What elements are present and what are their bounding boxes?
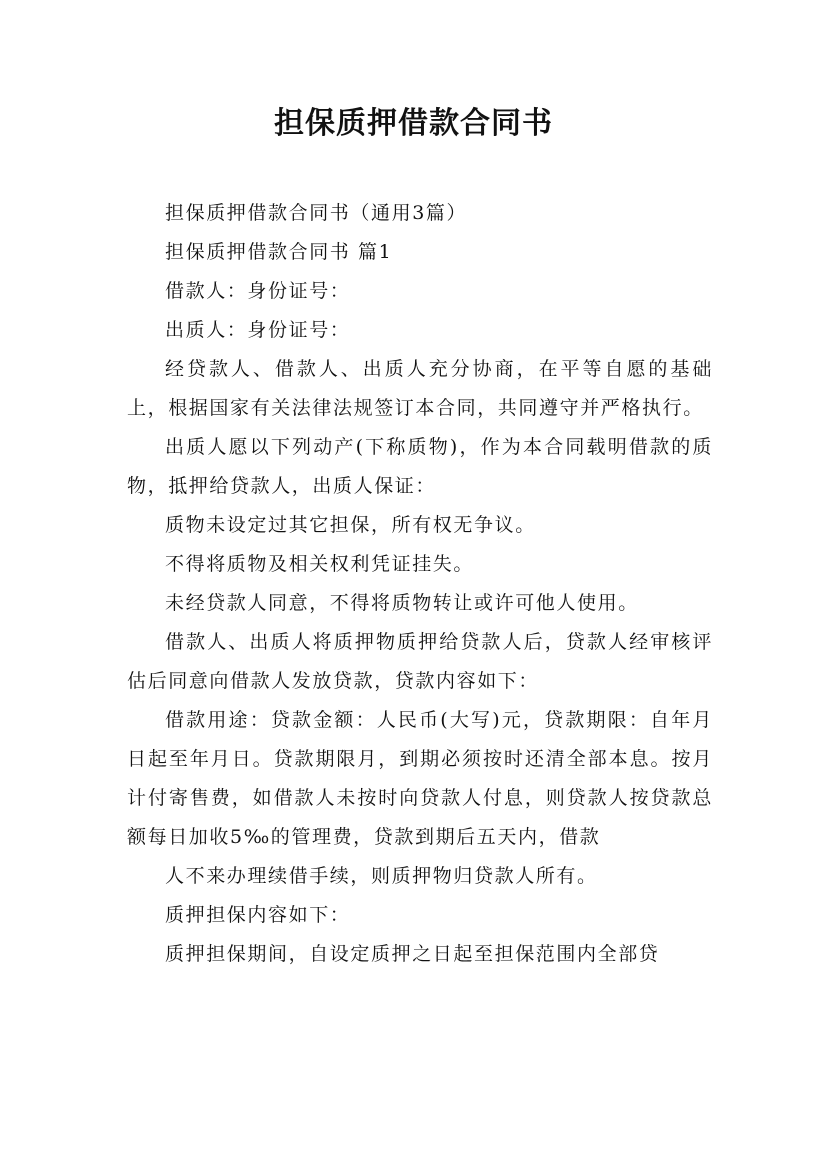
- paragraph: 经贷款人、借款人、出质人充分协商，在平等自愿的基础上，根据国家有关法律法规签订本合同，共同遵守并严格执行。: [127, 358, 713, 419]
- paragraph: 未经贷款人同意，不得将质物转让或许可他人使用。: [165, 592, 639, 614]
- paragraph: 质押担保期间，自设定质押之日起至担保范围内全部贷: [165, 943, 660, 965]
- document-body: [127, 194, 713, 974]
- document-title: 担保质押借款合同书: [274, 106, 553, 141]
- paragraph: 质押担保内容如下：: [165, 904, 351, 926]
- paragraph: 人不来办理续借手续，则质押物归贷款人所有。: [165, 865, 598, 887]
- paragraph: 借款人、出质人将质押物质押给贷款人后，贷款人经审核评估后同意向借款人发放贷款，贷款内容如下：: [127, 631, 713, 692]
- paragraph: 出质人：身份证号：: [165, 319, 351, 341]
- paragraph: 担保质押借款合同书（通用3篇）: [165, 202, 468, 224]
- paragraph: 出质人愿以下列动产(下称质物)，作为本合同载明借款的质物，抵押给贷款人，出质人保证：: [127, 436, 713, 497]
- paragraph: 不得将质物及相关权利凭证挂失。: [165, 553, 475, 575]
- paragraph: 借款用途：贷款金额：人民币(大写)元，贷款期限：自年月日起至年月日。贷款期限月，到期必须按时还清全部本息。按月计付寄售费，如借款人未按时向贷款人付息，则贷款人按贷款总额每日加收5‰的管理费，贷款到期后五天内，借款: [127, 709, 713, 848]
- paragraph: 质物未设定过其它担保，所有权无争议。: [165, 514, 536, 536]
- paragraph: 担保质押借款合同书 篇1: [165, 241, 393, 263]
- paragraph: 借款人：身份证号：: [165, 280, 351, 302]
